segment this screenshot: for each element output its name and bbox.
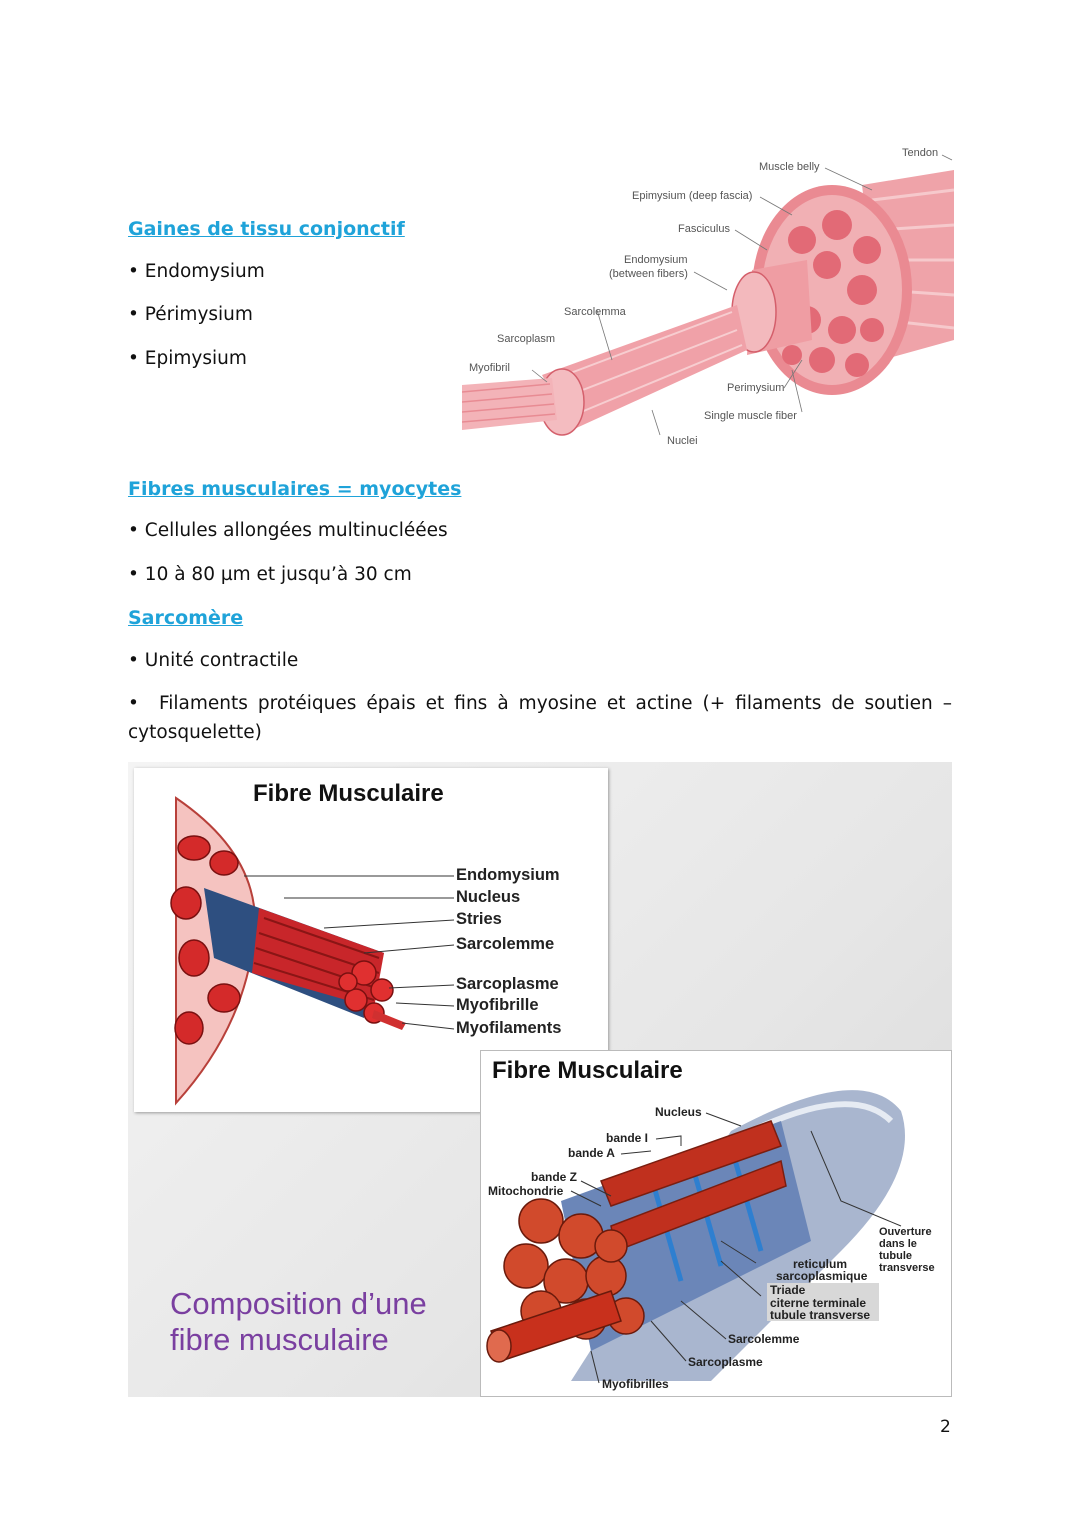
- fig3-label-mitochondrie: Mitochondrie: [488, 1184, 564, 1198]
- bullet-unite: • Unité contractile: [128, 650, 299, 671]
- fig2-label-sarcolemme: Sarcolemme: [456, 935, 555, 953]
- label-nuclei: Nuclei: [667, 435, 698, 447]
- label-tendon: Tendon: [902, 147, 939, 159]
- slide-caption: [170, 1286, 427, 1358]
- bullet-text: Unité contractile: [144, 650, 299, 671]
- label-perimysium: Perimysium: [727, 382, 785, 394]
- bullet-perimysium: • Périmysium: [128, 304, 253, 325]
- heading-sarcomere: Sarcomère: [128, 607, 244, 629]
- label-muscle-belly: Muscle belly: [759, 161, 820, 173]
- fibre-title-2: Fibre Musculaire: [492, 1057, 683, 1084]
- fig3-label-bande-z: bande Z: [531, 1170, 578, 1184]
- fig2-label-endomysium: Endomysium: [456, 866, 560, 884]
- page-number: 2: [940, 1417, 951, 1437]
- fig3-label-sarcoplasme: Sarcoplasme: [688, 1355, 763, 1369]
- paragraph-filaments: • Filaments protéiques épais et fins à myosine et actine (+ filaments de soutien – cytosquelette): [128, 693, 952, 743]
- paragraph-text: Filaments protéiques épais et fins à myosine et actine (+ filaments de soutien – cytosquelette): [128, 693, 952, 743]
- fig3-label-nucleus: Nucleus: [655, 1105, 702, 1119]
- caption-line-1: Composition d’une: [170, 1286, 427, 1321]
- fig3-label-myofibrilles: Myofibrilles: [602, 1377, 669, 1391]
- fig3-label-ouverture: Ouverture dans le tubule transverse: [879, 1226, 935, 1274]
- label-epimysium: Epimysium (deep fascia): [632, 190, 753, 202]
- bullet-text: 10 à 80 µm et jusqu’à 30 cm: [144, 564, 412, 585]
- fig2-label-nucleus: Nucleus: [456, 888, 521, 906]
- caption-line-2: fibre musculaire: [170, 1322, 389, 1357]
- fig2-label-sarcoplasme: Sarcoplasme: [456, 975, 559, 993]
- label-fasciculus: Fasciculus: [678, 223, 730, 235]
- bullet-text: Périmysium: [144, 304, 253, 325]
- fig2-label-stries: Stries: [456, 910, 502, 928]
- fig3-label-citerne: citerne terminale: [770, 1296, 867, 1310]
- fig3-label-sarcoplasmique: sarcoplasmique: [776, 1269, 868, 1283]
- bullet-text: Epimysium: [144, 348, 247, 369]
- fig2-label-myofibrille: Myofibrille: [456, 996, 539, 1014]
- fibre-title-1: Fibre Musculaire: [253, 780, 444, 807]
- fig3-label-bande-a: bande A: [568, 1146, 615, 1160]
- heading-gaines: Gaines de tissu conjonctif: [128, 218, 405, 240]
- bullet-text: Cellules allongées multinucléées: [144, 520, 448, 541]
- heading-fibres: Fibres musculaires = myocytes: [128, 478, 462, 500]
- muscle-structure-figure: [462, 130, 954, 465]
- bullet-endomysium: • Endomysium: [128, 261, 265, 282]
- bullet-text: Endomysium: [144, 261, 265, 282]
- fig3-label-triade: Triade: [770, 1283, 806, 1297]
- fig3-label-reticulum: reticulum: [793, 1257, 848, 1271]
- bullet-taille: • 10 à 80 µm et jusqu’à 30 cm: [128, 564, 412, 585]
- bullet-cellules: • Cellules allongées multinucléées: [128, 520, 448, 541]
- label-sarcoplasm: Sarcoplasm: [497, 333, 556, 345]
- label-between-fibers: (between fibers): [609, 268, 688, 280]
- fibre-figure-2: [480, 1050, 952, 1397]
- label-single-fiber: Single muscle fiber: [704, 410, 797, 422]
- fig3-label-bande-i: bande I: [606, 1131, 649, 1145]
- fig3-label-sarcolemme: Sarcolemme: [728, 1332, 800, 1346]
- bullet-epimysium: • Epimysium: [128, 348, 247, 369]
- fig3-label-tubule: tubule transverse: [770, 1308, 871, 1322]
- label-endomysium: Endomysium: [624, 254, 688, 266]
- fibre-illustration-2: [481, 1051, 951, 1396]
- label-myofibril: Myofibril: [469, 362, 510, 374]
- fig2-label-myofilaments: Myofilaments: [456, 1019, 562, 1037]
- label-sarcolemma: Sarcolemma: [564, 306, 626, 318]
